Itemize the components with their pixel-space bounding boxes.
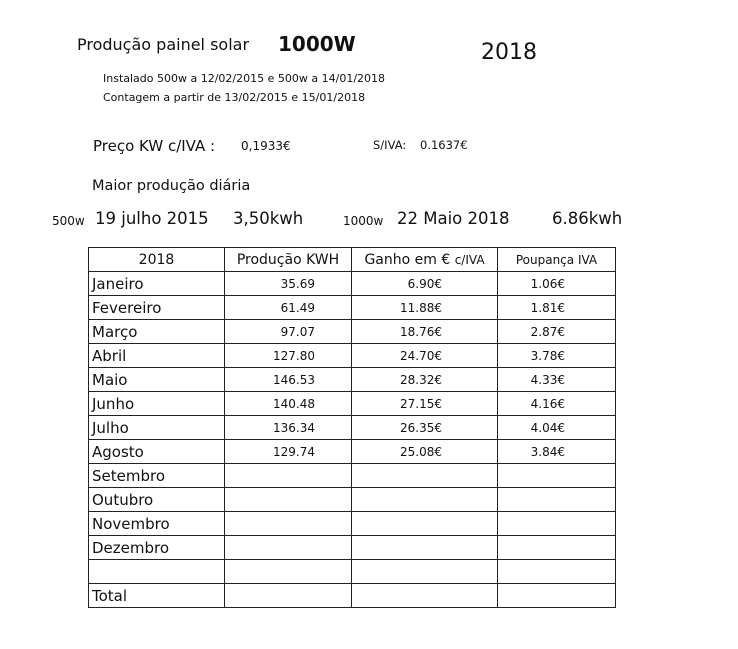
panel-power: 1000W [278, 32, 356, 56]
record-1000w-date: 22 Maio 2018 [397, 209, 510, 228]
month-cell: Março [89, 320, 225, 344]
month-cell: Outubro [89, 488, 225, 512]
installation-note: Instalado 500w a 12/02/2015 e 500w a 14/01/2018 [103, 72, 386, 85]
header-gain [352, 248, 498, 272]
table-row [89, 320, 616, 344]
month-cell: Julho [89, 416, 225, 440]
month-cell: Fevereiro [89, 296, 225, 320]
header-gain-suffix: c/IVA [454, 252, 485, 267]
daily-record-label: Maior produção diária [92, 178, 251, 194]
table-row [89, 464, 616, 488]
production-cell: 140.48 [225, 392, 352, 416]
savings-cell: 3.78€ [498, 344, 616, 368]
table-row [89, 440, 616, 464]
table-row [89, 584, 616, 608]
production-cell [225, 488, 352, 512]
price-with-vat-label: Preço KW c/IVA : [93, 137, 216, 155]
table-row [89, 368, 616, 392]
table-row [89, 272, 616, 296]
month-cell: Dezembro [89, 536, 225, 560]
price-without-vat-label: S/IVA: [373, 138, 407, 152]
record-500w-date: 19 julho 2015 [95, 209, 209, 228]
production-cell: 127.80 [225, 344, 352, 368]
savings-cell [498, 512, 616, 536]
month-cell: Maio [89, 368, 225, 392]
savings-cell: 4.16€ [498, 392, 616, 416]
gain-cell: 6.90€ [352, 272, 498, 296]
savings-cell: 4.04€ [498, 416, 616, 440]
table-row [89, 392, 616, 416]
table-row [89, 344, 616, 368]
gain-cell [352, 464, 498, 488]
month-cell: Novembro [89, 512, 225, 536]
month-cell: Total [89, 584, 225, 608]
savings-cell: 1.81€ [498, 296, 616, 320]
production-cell [225, 512, 352, 536]
table-row [89, 536, 616, 560]
gain-cell [352, 512, 498, 536]
gain-cell: 28.32€ [352, 368, 498, 392]
savings-cell: 1.06€ [498, 272, 616, 296]
record-1000w-value: 6.86kwh [552, 209, 623, 228]
savings-cell [498, 488, 616, 512]
header-production: Produção KWH [225, 248, 352, 272]
table-header-row [89, 248, 616, 272]
gain-cell [352, 584, 498, 608]
month-cell: Junho [89, 392, 225, 416]
header-savings: Poupança IVA [498, 248, 616, 272]
gain-cell: 26.35€ [352, 416, 498, 440]
savings-cell [498, 464, 616, 488]
production-table [88, 247, 616, 608]
price-without-vat-value: 0.1637€ [420, 138, 468, 152]
savings-cell [498, 560, 616, 584]
gain-cell [352, 536, 498, 560]
production-cell: 129.74 [225, 440, 352, 464]
savings-cell [498, 584, 616, 608]
record-1000w-tag: 1000w [343, 214, 384, 228]
production-cell [225, 536, 352, 560]
gain-cell: 18.76€ [352, 320, 498, 344]
price-with-vat-value: 0,1933€ [241, 139, 291, 153]
table-row [89, 416, 616, 440]
table-row [89, 488, 616, 512]
gain-cell: 27.15€ [352, 392, 498, 416]
record-500w-tag: 500w [52, 214, 85, 228]
table-row [89, 296, 616, 320]
savings-cell: 4.33€ [498, 368, 616, 392]
table-row [89, 560, 616, 584]
savings-cell [498, 536, 616, 560]
record-500w-value: 3,50kwh [233, 209, 304, 228]
production-cell: 136.34 [225, 416, 352, 440]
production-cell: 146.53 [225, 368, 352, 392]
month-cell: Setembro [89, 464, 225, 488]
header-year: 2018 [89, 248, 225, 272]
savings-cell: 2.87€ [498, 320, 616, 344]
month-cell: Abril [89, 344, 225, 368]
production-cell [225, 560, 352, 584]
production-cell [225, 464, 352, 488]
counting-note: Contagem a partir de 13/02/2015 e 15/01/2018 [103, 91, 366, 104]
report-year: 2018 [481, 40, 537, 65]
production-cell: 35.69 [225, 272, 352, 296]
header-gain-label: Ganho em € [364, 251, 451, 268]
production-cell: 97.07 [225, 320, 352, 344]
month-cell: Agosto [89, 440, 225, 464]
month-cell: Janeiro [89, 272, 225, 296]
production-cell: 61.49 [225, 296, 352, 320]
savings-cell: 3.84€ [498, 440, 616, 464]
gain-cell: 11.88€ [352, 296, 498, 320]
table-body [89, 272, 616, 608]
month-cell [89, 560, 225, 584]
production-cell [225, 584, 352, 608]
gain-cell [352, 560, 498, 584]
table-row [89, 512, 616, 536]
gain-cell [352, 488, 498, 512]
gain-cell: 25.08€ [352, 440, 498, 464]
gain-cell: 24.70€ [352, 344, 498, 368]
page-title: Produção painel solar [77, 35, 250, 54]
